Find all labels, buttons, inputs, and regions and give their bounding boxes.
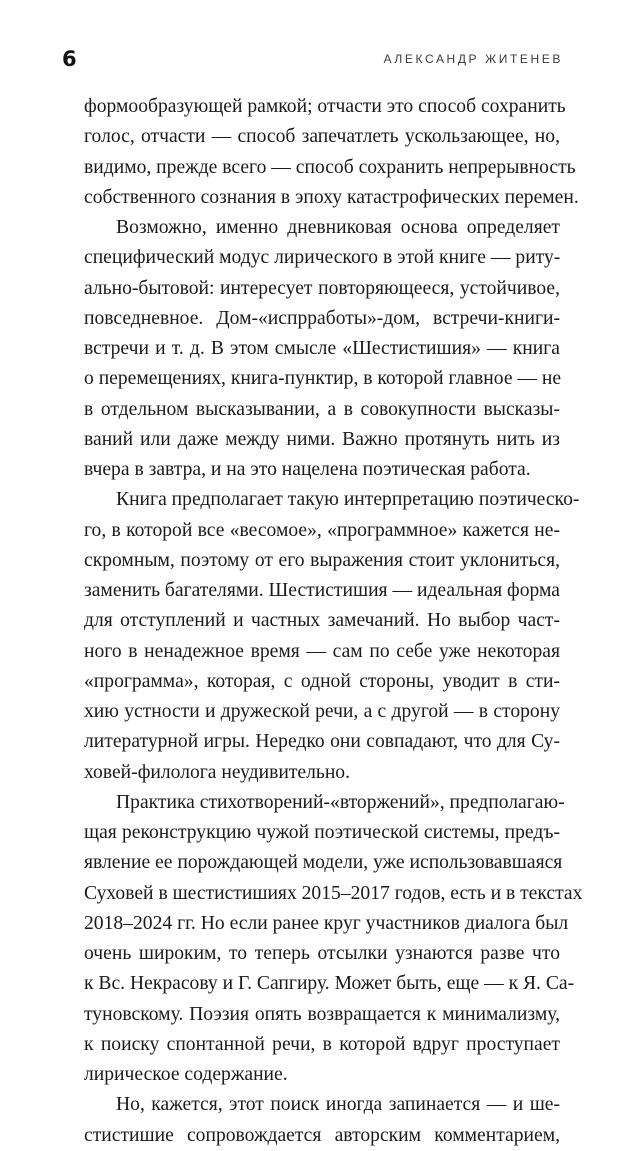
text-line: Практика стихотворений-«вторжений», предполагаю- bbox=[116, 791, 565, 813]
text-line: встречи и т. д. В этом смысле «Шестистишия» — книга bbox=[84, 338, 560, 359]
text-line: хию устности и дружеской речи, а с другой — в сторону bbox=[84, 701, 560, 722]
text-line: к поиску спонтанной речи, в которой вдруг проступает bbox=[84, 1033, 560, 1055]
text-line: видимо, прежде всего — способ сохранить непрерывность bbox=[84, 156, 576, 178]
text-line: ховей-филолога неудивительно. bbox=[84, 761, 350, 783]
text-line: Книга предполагает такую интерпретацию поэтическо- bbox=[116, 489, 580, 511]
running-head: АЛЕКСАНДР ЖИТЕНЕВ bbox=[383, 52, 563, 66]
text-line: «программа», которая, с одной стороны, уводит в сти- bbox=[84, 670, 560, 692]
text-line: литературной игры. Нередко они совпадают, что для Су- bbox=[84, 731, 560, 753]
body-text bbox=[84, 92, 583, 1151]
paragraph bbox=[84, 485, 580, 788]
text-line: повседневное. Дом-«испрработы»-дом, встречи-книги- bbox=[84, 307, 560, 329]
paragraph bbox=[84, 92, 579, 213]
text-line: Но, кажется, этот поиск иногда запинается — и ше- bbox=[116, 1094, 560, 1116]
text-line: Возможно, именно дневниковая основа определяет bbox=[116, 217, 560, 238]
text-line: очень широким, то теперь отсылки узнаются разве что bbox=[84, 943, 560, 964]
text-line: го, в которой все «весомое», «программное» кажется не- bbox=[84, 519, 560, 541]
text-line: ного в ненадежное время — сам по себе уже некоторая bbox=[84, 640, 560, 662]
text-line: для отступлений и частных замечаний. Но выбор част- bbox=[84, 610, 560, 632]
text-line: формообразующей рамкой; отчасти это способ сохранить bbox=[84, 96, 566, 117]
text-line: скромным, поэтому от его выражения стоит уклониться, bbox=[84, 549, 560, 571]
text-line: туновскому. Поэзия опять возвращается к минимализму, bbox=[84, 1003, 560, 1025]
text-line: ально-бытовой: интересует повторяющееся, устойчивое, bbox=[84, 277, 560, 299]
page-number: 6 bbox=[62, 47, 77, 71]
text-line: явление ее порождающей модели, уже использовавшаяся bbox=[84, 852, 563, 874]
text-line: ваний или даже между ними. Важно протянуть нить из bbox=[84, 428, 560, 450]
page-header bbox=[62, 44, 563, 74]
text-line: собственного сознания в эпоху катастрофических перемен. bbox=[84, 186, 579, 208]
text-line: заменить багателями. Шестистишия — идеальная форма bbox=[84, 580, 560, 601]
text-line: в отдельном высказывании, а в совокупности высказы- bbox=[84, 398, 560, 420]
text-line: вчера в завтра, и на это нацелена поэтическая работа. bbox=[84, 459, 531, 480]
text-line: щая реконструкцию чужой поэтической системы, предъ- bbox=[84, 822, 560, 843]
text-line: голос, отчасти — способ запечатлеть ускользающее, но, bbox=[84, 126, 560, 148]
text-line: к Вс. Некрасову и Г. Сапгиру. Может быть, еще — к Я. Са- bbox=[84, 973, 575, 995]
text-line: Суховей в шестистишиях 2015–2017 годов, есть и в текстах bbox=[84, 882, 583, 904]
paragraph bbox=[84, 1090, 560, 1151]
text-line: 2018–2024 гг. Но если ранее круг участников диалога был bbox=[84, 912, 569, 934]
text-line: о перемещениях, книга-пунктир, в которой главное — не bbox=[84, 368, 562, 390]
paragraph bbox=[84, 788, 583, 1091]
paragraph bbox=[84, 213, 560, 485]
text-line: лирическое содержание. bbox=[84, 1064, 288, 1085]
text-line: специфический модус лирического в этой книге — риту- bbox=[84, 247, 561, 269]
text-line: стистишие сопровождается авторским комментарием, bbox=[84, 1124, 560, 1146]
